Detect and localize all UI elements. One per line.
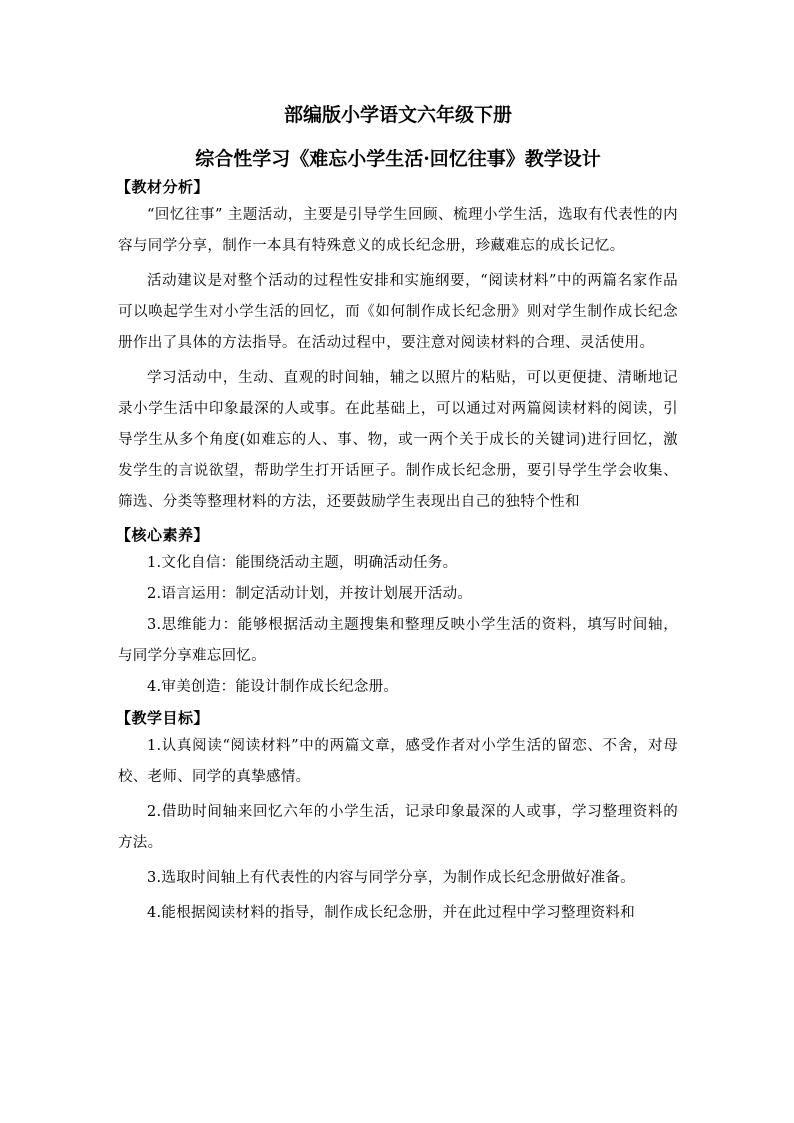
section-heading-teaching-goals: 【教学目标】 [116,709,210,727]
list-item: 3.选取时间轴上有代表性的内容与同学分享，为制作成长纪念册做好准备。 [147,870,636,886]
document-subtitle: 综合性学习《难忘小学生活·回忆往事》教学设计 [195,148,601,170]
list-item: 4.能根据阅读材料的指导，制作成长纪念册，并在此过程中学习整理资料和 [147,905,636,921]
list-item: 1.文化自信：能围绕活动主题，明确活动任务。 [147,555,458,571]
list-item: 1.认真阅读“阅读材料”中的两篇文章，感受作者对小学生活的留恋、不舍，对母校、老师、同学的真挚感情。 [118,738,678,785]
list-item: 2.借助时间轴来回忆六年的小学生活，记录印象最深的人或事，学习整理资料的方法。 [118,804,678,851]
paragraph: “回忆往事” 主题活动，主要是引导学生回顾、梳理小学生活，选取有代表性的内容与同学分享，制作一本具有特殊意义的成长纪念册，珍藏难忘的成长记忆。 [118,207,678,254]
list-item: 3.思维能力：能够根据活动主题搜集和整理反映小学生活的资料，填写时间轴，与同学分享难忘回忆。 [118,617,678,664]
paragraph: 学习活动中，生动、直观的时间轴，辅之以照片的粘贴，可以更便捷、清晰地记录小学生活中印象最深的人或事。在此基础上，可以通过对两篇阅读材料的阅读，引导学生从多个角度(如难忘的人、事、物，或一两个关于成长的关键词)进行回忆，激发学生的言说欲望，帮助学生打开话匣子。制作成长纪念册，要引导学生学会收集、筛选、分类等整理材料的方法，还要鼓励学生表现出自己的独特个性和 [118,370,678,510]
list-item: 4.审美创造：能设计制作成长纪念册。 [147,679,399,695]
section-heading-textbook-analysis: 【教材分析】 [116,178,210,196]
section-heading-core-literacy: 【核心素养】 [116,526,210,544]
list-item: 2.语言运用：制定活动计划，并按计划展开活动。 [147,586,473,602]
document-content [118,100,678,929]
paragraph: 活动建议是对整个活动的过程性安排和实施纲要，“阅读材料”中的两篇名家作品可以唤起学生对小学生活的回忆，而《如何制作成长纪念册》则对学生制作成长纪念册作出了具体的方法指导。在活动过程中，要注意对阅读材料的合理、灵活使用。 [118,273,678,351]
document-title: 部编版小学语文六年级下册 [283,104,512,126]
